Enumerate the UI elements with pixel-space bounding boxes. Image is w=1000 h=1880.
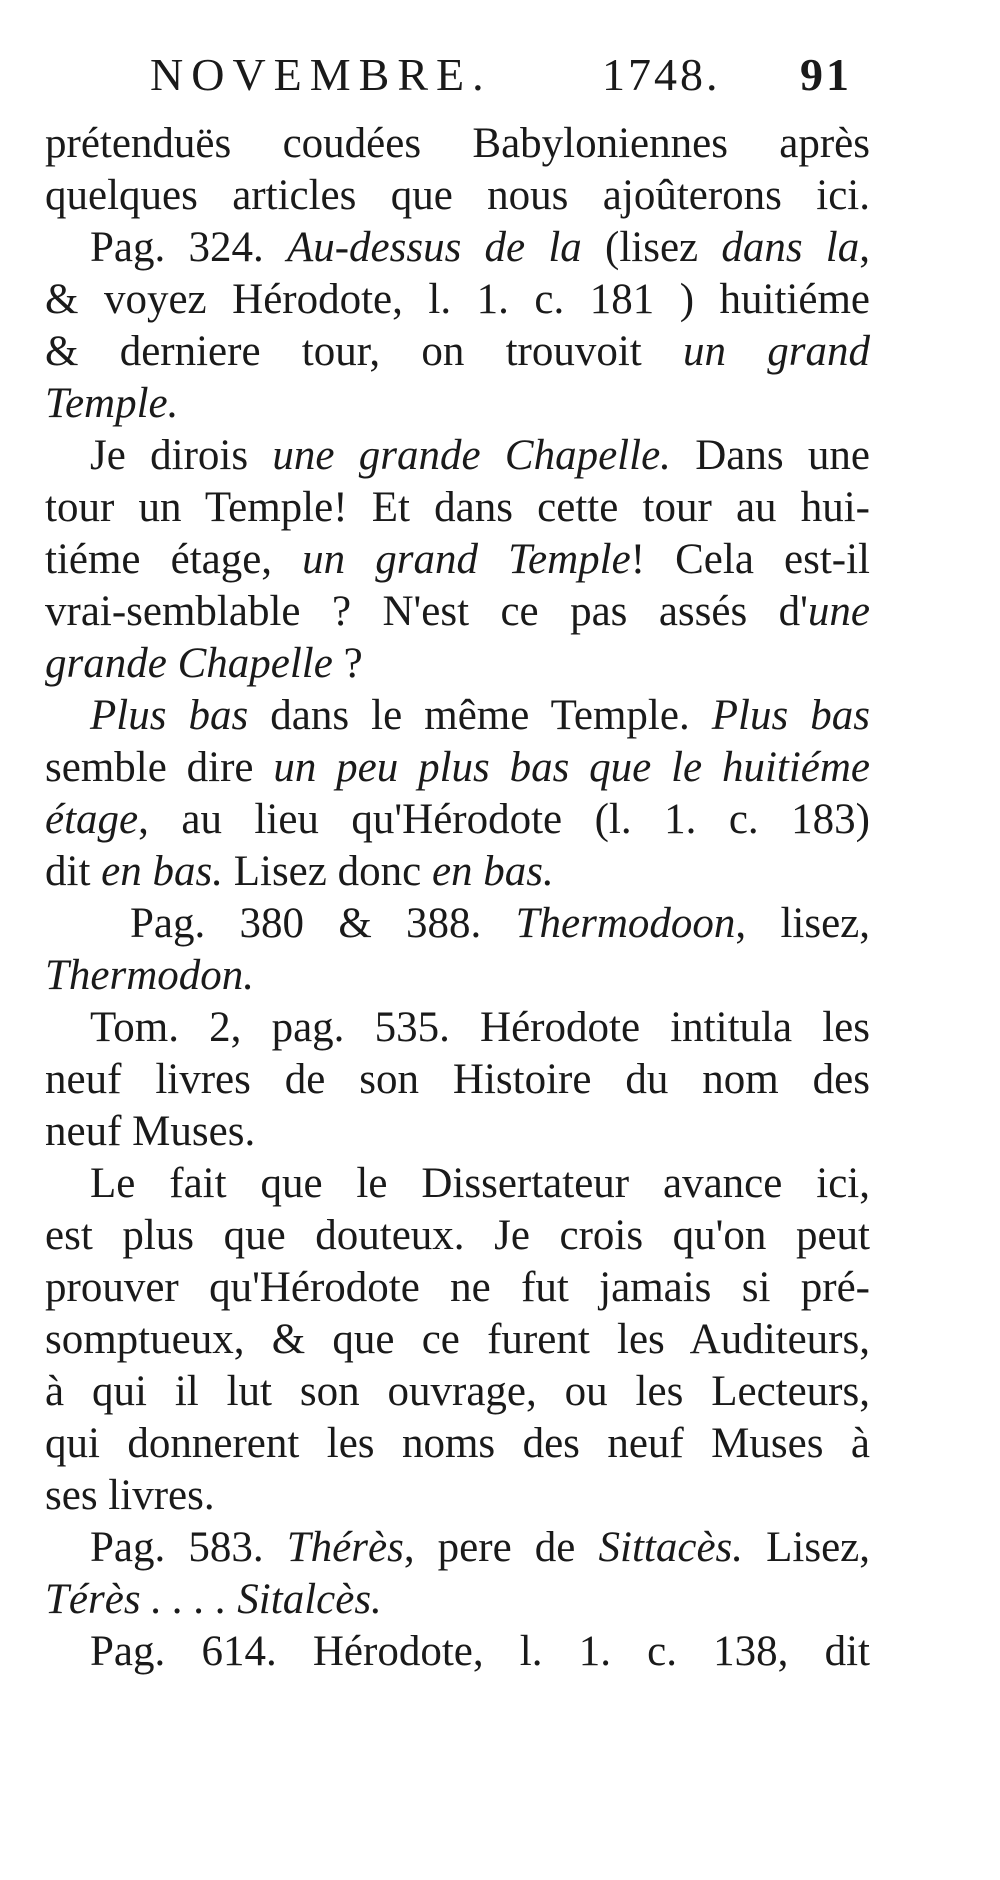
italic-text: Au-dessus de la: [286, 224, 582, 271]
roman-text: prouver qu'Hérodote ne fut jamais si pré-: [45, 1264, 870, 1311]
roman-text: ! Cela est-il: [630, 536, 870, 583]
roman-text: , au lieu qu'Hérodote (l. 1. c. 183): [138, 796, 870, 843]
roman-text: à qui il lut son ouvrage, ou les Lecteurs,: [45, 1368, 870, 1415]
roman-text: Je dirois: [90, 432, 273, 479]
roman-text: Pag. 614. Hérodote, l. 1. c. 138, dit: [90, 1628, 870, 1675]
text-line: [45, 534, 870, 586]
italic-text: Plus bas: [711, 692, 871, 739]
roman-text: & voyez Hérodote, l. 1. c. 181 ) huitiéme: [45, 276, 870, 323]
text-line: [45, 1002, 870, 1054]
roman-text: Lisez,: [743, 1524, 871, 1571]
roman-text: & derniere tour, on trouvoit: [45, 328, 684, 375]
roman-text: est plus que douteux. Je crois qu'on peut: [45, 1212, 870, 1259]
text-line: [45, 1522, 870, 1574]
italic-text: Plus bas: [90, 692, 249, 739]
italic-text: dans la: [721, 224, 860, 271]
roman-text: , lisez,: [735, 900, 870, 947]
text-line: [45, 1106, 870, 1158]
italic-text: Térès . . . . Sitalcès.: [45, 1576, 382, 1623]
roman-text: dans le même Temple.: [248, 692, 712, 739]
text-line: [45, 378, 870, 430]
roman-text: Lisez donc: [222, 848, 432, 895]
roman-text: neuf Muses.: [45, 1108, 256, 1155]
text-line: [45, 326, 870, 378]
italic-text: étage: [45, 796, 139, 843]
page-number: 91: [800, 49, 852, 100]
italic-text: un grand Temple: [302, 536, 631, 583]
text-line: [45, 1262, 870, 1314]
text-line: [45, 638, 870, 690]
roman-text: ses livres.: [45, 1472, 215, 1519]
roman-text: dit: [45, 848, 102, 895]
roman-text: somptueux, & que ce furent les Auditeurs,: [45, 1316, 870, 1363]
text-line: [45, 1470, 870, 1522]
page-header: [150, 40, 860, 110]
text-line: [45, 690, 870, 742]
header-year: 1748.: [602, 49, 721, 100]
text-line: [45, 1210, 870, 1262]
text-line: [45, 1418, 870, 1470]
roman-text: tour un Temple! Et dans cette tour au hui-: [45, 484, 870, 531]
italic-text: une grande Chapelle.: [272, 432, 671, 479]
roman-text: prétenduës coudées Babyloniennes après: [45, 120, 870, 167]
italic-text: une: [807, 588, 870, 635]
italic-text: Thermodoon: [515, 900, 736, 947]
text-line: [45, 118, 870, 170]
text-line: [45, 846, 870, 898]
italic-text: Temple.: [45, 380, 179, 427]
text-line: [45, 950, 870, 1002]
text-line: [45, 1366, 870, 1418]
roman-text: vrai-semblable ? N'est ce pas assés d': [45, 588, 808, 635]
roman-text: ?: [332, 640, 363, 687]
roman-text: quelques articles que nous ajoûterons ici.: [45, 172, 870, 219]
roman-text: Pag. 324.: [90, 224, 287, 271]
roman-text: Le fait que le Dissertateur avance ici,: [90, 1160, 870, 1207]
text-line: [45, 1158, 870, 1210]
italic-text: grande Chapelle: [45, 640, 333, 687]
roman-text: semble dire: [45, 744, 274, 791]
body-text: [45, 118, 870, 1678]
roman-text: ,: [859, 224, 870, 271]
text-line: [45, 1314, 870, 1366]
italic-text: Sittacès.: [598, 1524, 744, 1571]
italic-text: en bas.: [101, 848, 223, 895]
text-line: [45, 1626, 870, 1678]
roman-text: qui donnerent les noms des neuf Muses à: [45, 1420, 870, 1467]
roman-text: Tom. 2, pag. 535. Hérodote intitula les: [90, 1004, 870, 1051]
text-line: [45, 586, 870, 638]
text-line: [45, 1054, 870, 1106]
text-line: [45, 794, 870, 846]
text-line: [45, 742, 870, 794]
text-line: [45, 222, 870, 274]
italic-text: en bas.: [431, 848, 554, 895]
roman-text: neuf livres de son Histoire du nom des: [45, 1056, 870, 1103]
italic-text: un grand: [683, 328, 871, 375]
roman-text: Pag. 380 & 388.: [130, 900, 516, 947]
text-line: [45, 274, 870, 326]
italic-text: Thérès: [286, 1524, 404, 1571]
roman-text: , pere de: [403, 1524, 599, 1571]
roman-text: Dans une: [670, 432, 870, 479]
text-line: [45, 430, 870, 482]
running-title: NOVEMBRE.: [150, 49, 492, 100]
italic-text: un peu plus bas que le huitiéme: [273, 744, 871, 791]
text-line: [45, 1574, 870, 1626]
roman-text: Pag. 583.: [90, 1524, 287, 1571]
italic-text: Thermodon.: [45, 952, 255, 999]
text-line: [45, 170, 870, 222]
text-line: [45, 898, 870, 950]
text-line: [45, 482, 870, 534]
roman-text: (lisez: [581, 224, 722, 271]
roman-text: tiéme étage,: [45, 536, 303, 583]
